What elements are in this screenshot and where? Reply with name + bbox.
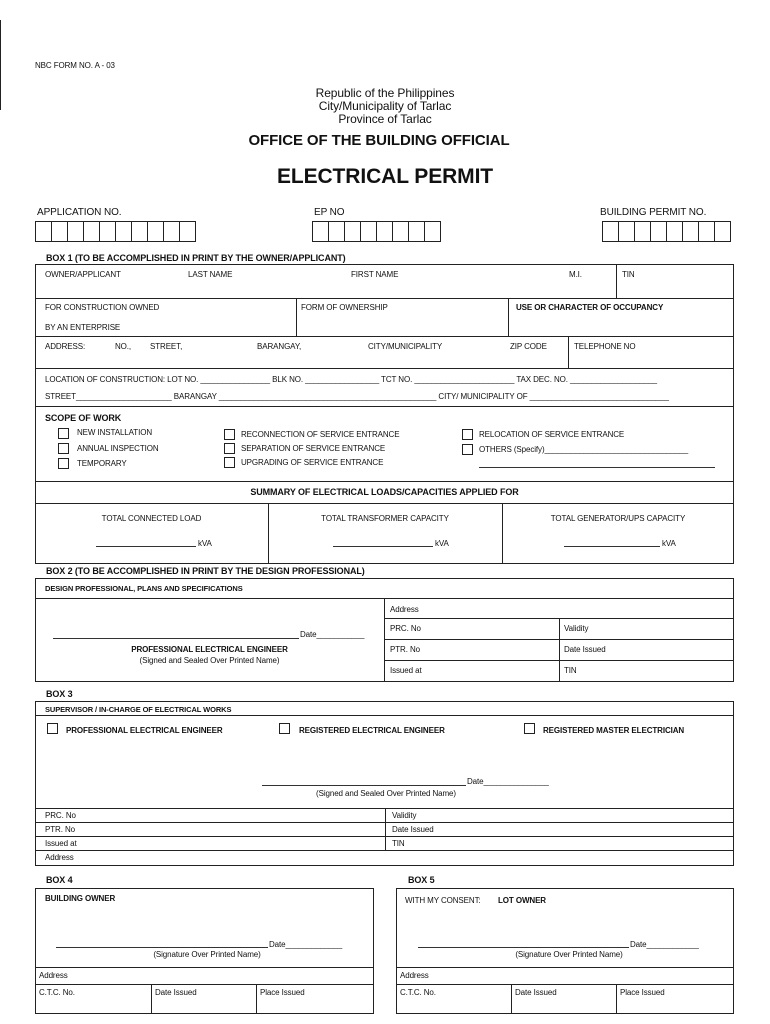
box2-heading: BOX 2 (TO BE ACCOMPLISHED IN PRINT BY THE DESIGN PROFESSIONAL) <box>46 566 365 576</box>
rme-checkbox[interactable] <box>524 723 535 734</box>
application-no-field[interactable] <box>35 221 196 242</box>
box4-heading: BOX 4 <box>46 875 73 885</box>
box4-signature-line <box>56 947 268 948</box>
box2-date-issued-label: Date Issued <box>564 645 606 654</box>
form-number: NBC FORM NO. A - 03 <box>35 61 115 70</box>
divider <box>568 336 569 368</box>
divider <box>35 406 734 407</box>
city-municipality-label: CITY/MUNICIPALITY <box>368 342 443 351</box>
box3-date: Date_______________ <box>467 777 549 786</box>
page-title: ELECTRICAL PERMIT <box>276 165 494 188</box>
separation-checkbox[interactable] <box>224 443 235 454</box>
relocation-checkbox[interactable] <box>462 429 473 440</box>
box4-date-issued-label: Date Issued <box>155 988 197 997</box>
total-connected-load-label: TOTAL CONNECTED LOAD <box>101 514 202 523</box>
box5-ctc-label: C.T.C. No. <box>400 988 436 997</box>
divider <box>35 715 734 716</box>
others-extra-line <box>479 467 715 468</box>
divider <box>385 808 386 850</box>
divider <box>35 967 374 968</box>
divider <box>35 503 734 504</box>
mi-label: M.I. <box>569 270 582 279</box>
temporary-checkbox[interactable] <box>58 458 69 469</box>
ep-no-label: EP NO <box>314 207 345 218</box>
box5-address-label: Address <box>400 971 429 980</box>
others-label: OTHERS (Specify)_________________________________ <box>479 445 689 454</box>
divider <box>616 264 617 298</box>
transformer-line <box>333 546 433 547</box>
application-no-label: APPLICATION NO. <box>37 207 122 218</box>
divider <box>616 984 617 1014</box>
barangay-label: BARANGAY, <box>257 342 302 351</box>
box3-validity-label: Validity <box>392 811 417 820</box>
others-checkbox[interactable] <box>462 444 473 455</box>
box2-signed-sealed: (Signed and Sealed Over Printed Name) <box>139 656 280 665</box>
header-republic: Republic of the Philippines <box>315 86 455 100</box>
telephone-label: TELEPHONE NO <box>574 342 636 351</box>
divider <box>396 967 734 968</box>
building-permit-no-field[interactable] <box>602 221 731 242</box>
ep-no-field[interactable] <box>312 221 441 242</box>
building-owner-label: BUILDING OWNER <box>45 894 116 903</box>
address-label: ADDRESS: <box>45 342 86 351</box>
zip-code-label: ZIP CODE <box>510 342 547 351</box>
box3-issued-at-label: Issued at <box>45 839 77 848</box>
total-transformer-label: TOTAL TRANSFORMER CAPACITY <box>321 514 449 523</box>
use-character-label: USE OR CHARACTER OF OCCUPANCY <box>516 303 664 312</box>
first-name-label: FIRST NAME <box>351 270 399 279</box>
temporary-label: TEMPORARY <box>77 459 127 468</box>
box2-validity-label: Validity <box>564 624 589 633</box>
reconnection-checkbox[interactable] <box>224 429 235 440</box>
ree-checkbox[interactable] <box>279 723 290 734</box>
street-label: STREET, <box>150 342 183 351</box>
connected-load-line <box>96 546 196 547</box>
building-permit-no-label: BUILDING PERMIT NO. <box>600 207 707 218</box>
upgrading-label: UPGRADING OF SERVICE ENTRANCE <box>241 458 384 467</box>
box4-address-label: Address <box>39 971 68 980</box>
divider <box>296 298 297 336</box>
divider <box>384 598 385 682</box>
divider <box>35 850 734 851</box>
box2-issued-at-label: Issued at <box>390 666 422 675</box>
pee-label: PROFESSIONAL ELECTRICAL ENGINEER <box>66 726 223 735</box>
generator-line <box>564 546 660 547</box>
divider <box>396 984 734 985</box>
divider <box>35 481 734 482</box>
summary-heading: SUMMARY OF ELECTRICAL LOADS/CAPACITIES APPLIED FOR <box>250 487 519 497</box>
relocation-label: RELOCATION OF SERVICE ENTRANCE <box>479 430 625 439</box>
design-professional-heading: DESIGN PROFESSIONAL, PLANS AND SPECIFICATIONS <box>45 584 243 593</box>
box5-date-issued-label: Date Issued <box>515 988 557 997</box>
office-title: OFFICE OF THE BUILDING OFFICIAL <box>248 132 510 149</box>
upgrading-checkbox[interactable] <box>224 457 235 468</box>
box5-date: Date____________ <box>630 940 699 949</box>
box3-signed-sealed: (Signed and Sealed Over Printed Name) <box>316 789 456 798</box>
divider <box>35 298 734 299</box>
ree-label: REGISTERED ELECTRICAL ENGINEER <box>299 726 445 735</box>
divider <box>511 984 512 1014</box>
divider <box>35 336 734 337</box>
last-name-label: LAST NAME <box>188 270 233 279</box>
box4-ctc-label: C.T.C. No. <box>39 988 75 997</box>
header-city: City/Municipality of Tarlac <box>318 99 452 113</box>
annual-inspection-label: ANNUAL INSPECTION <box>77 444 159 453</box>
pee-checkbox[interactable] <box>47 723 58 734</box>
box4-signature-caption: (Signature Over Printed Name) <box>153 950 261 959</box>
annual-inspection-checkbox[interactable] <box>58 443 69 454</box>
divider <box>35 984 374 985</box>
box5-heading: BOX 5 <box>408 875 435 885</box>
divider <box>151 984 152 1014</box>
box2-tin-label: TIN <box>564 666 577 675</box>
reconnection-label: RECONNECTION OF SERVICE ENTRANCE <box>241 430 400 439</box>
pee-signature-line <box>53 638 299 639</box>
form-of-ownership-label: FORM OF OWNERSHIP <box>301 303 388 312</box>
divider <box>559 618 560 682</box>
box2-ptr-label: PTR. No <box>390 645 420 654</box>
box2-prc-label: PRC. No <box>390 624 421 633</box>
location-line-2: STREET______________________ BARANGAY __________________________________________________ CITY/ MUNICIPALITY OF ________________________________ <box>45 392 669 401</box>
divider <box>508 298 509 336</box>
box3-prc-label: PRC. No <box>45 811 76 820</box>
box3-tin-label: TIN <box>392 839 405 848</box>
box1-heading: BOX 1 (TO BE ACCOMPLISHED IN PRINT BY THE OWNER/APPLICANT) <box>46 253 346 263</box>
location-line-1: LOCATION OF CONSTRUCTION: LOT NO. ________________ BLK NO. _________________ TCT NO. _______________________ TAX DEC. NO. ____________________ <box>45 375 657 384</box>
box3-heading: BOX 3 <box>46 689 73 699</box>
divider <box>502 503 503 564</box>
divider <box>35 368 734 369</box>
new-installation-checkbox[interactable] <box>58 428 69 439</box>
divider <box>256 984 257 1014</box>
kva-unit: kVA <box>435 539 449 548</box>
box5-place-issued-label: Place Issued <box>620 988 665 997</box>
box2-address-label: Address <box>390 605 419 614</box>
tin-label: TIN <box>622 270 635 279</box>
box3-address-label: Address <box>45 853 74 862</box>
scope-heading: SCOPE OF WORK <box>45 413 122 423</box>
box4-place-issued-label: Place Issued <box>260 988 305 997</box>
supervisor-heading: SUPERVISOR / IN-CHARGE OF ELECTRICAL WORKS <box>45 705 232 714</box>
total-generator-label: TOTAL GENERATOR/UPS CAPACITY <box>550 514 686 523</box>
divider <box>268 503 269 564</box>
no-label: NO., <box>115 342 132 351</box>
box5-signature-caption: (Signature Over Printed Name) <box>515 950 623 959</box>
box3-signature-line <box>262 785 466 786</box>
box2-date: Date___________ <box>300 630 365 639</box>
new-installation-label: NEW INSTALLATION <box>77 428 153 437</box>
construction-owned-label: FOR CONSTRUCTION OWNED <box>45 303 160 312</box>
box4-date: Date_____________ <box>269 940 343 949</box>
rme-label: REGISTERED MASTER ELECTRICIAN <box>543 726 685 735</box>
kva-unit: kVA <box>662 539 676 548</box>
by-enterprise-label: BY AN ENTERPRISE <box>45 323 121 332</box>
lot-owner-label: LOT OWNER <box>498 896 546 905</box>
separation-label: SEPARATION OF SERVICE ENTRANCE <box>241 444 386 453</box>
box3-date-issued-label: Date Issued <box>392 825 434 834</box>
header-province: Province of Tarlac <box>338 112 432 126</box>
box5-signature-line <box>418 947 629 948</box>
kva-unit: kVA <box>198 539 212 548</box>
owner-applicant-label: OWNER/APPLICANT <box>45 270 121 279</box>
box3-ptr-label: PTR. No <box>45 825 75 834</box>
box2-pee-label: PROFESSIONAL ELECTRICAL ENGINEER <box>131 645 288 654</box>
consent-label: WITH MY CONSENT: <box>405 896 481 905</box>
